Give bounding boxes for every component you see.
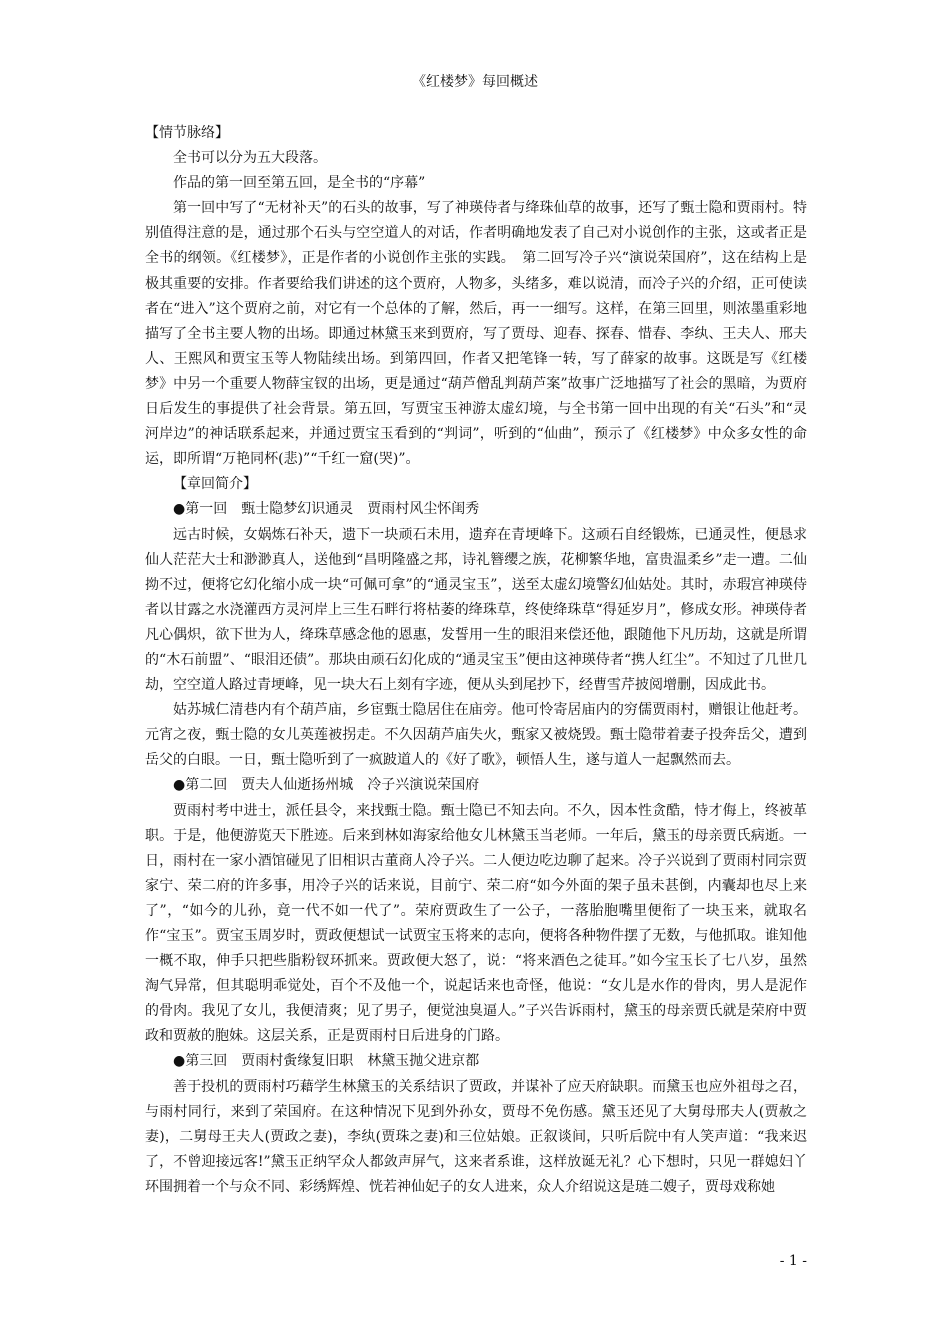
- paragraph: 贾雨村考中进士，派任县令，来找甄士隐。甄士隐已不知去向。不久，因本性贪酷，恃才侮上，终被革职。于是，他便游览天下胜迹。后来到林如海家给他女儿林黛玉当老师。一年后，黛玉的母亲贾氏病逝。一日，雨村在一家小酒馆碰见了旧相识古董商人冷子兴。二人便边吃边聊了起来。冷子兴说到了贾雨村同宗贾家宁、荣二府的许多事，用冷子兴的话来说，目前宁、荣二府“如今外面的架子虽未甚倒，内囊却也尽上来了”，“如今的儿孙，竟一代不如一代了”。荣府贾政生了一公子，一落胎胞嘴里便衔了一块玉来，就取名作“宝玉”。贾宝玉周岁时，贾政便想试一试贾宝玉将来的志向，便将各种物件摆了无数，与他抓取。谁知他一概不取，伸手只把些脂粉钗环抓来。贾政便大怒了，说：“将来酒色之徒耳。”如今宝玉长了七八岁，虽然淘气异常，但其聪明乖觉处，百个不及他一个，说起话来也奇怪，他说：“女儿是水作的骨肉，男人是泥作的骨肉。我见了女儿，我便清爽；见了男子，便觉浊臭逼人。”子兴告诉雨村，黛玉的母亲贾氏就是荣府中贾政和贾赦的胞妹。这层关系，正是贾雨村日后进身的门路。: [145, 802, 807, 1045]
- chapter-heading-3: ●第三回 贾雨村夤缘复旧职 林黛玉抛父进京都: [173, 1053, 480, 1070]
- paragraph: 远古时候，女娲炼石补天，遗下一块顽石未用，遗弃在青埂峰下。这顽石自经锻炼，已通灵性，便恳求仙人茫茫大士和渺渺真人，送他到“昌明隆盛之邦，诗礼簪缨之族，花柳繁华地，富贵温柔乡”走一遭。二仙拗不过，便将它幻化缩小成一块“可佩可拿”的“通灵宝玉”，送至太虚幻境警幻仙姑处。其时，赤瑕宫神瑛侍者以甘露之水浇灌西方灵河岸上三生石畔行将枯萎的绛珠草，终使绛珠草“得延岁月”，修成女形。神瑛侍者凡心偶炽，欲下世为人，绛珠草感念他的恩惠，发誓用一生的眼泪来偿还他，跟随他下凡历劫，这就是所谓的“木石前盟”、“眼泪还债”。那块由顽石幻化成的“通灵宝玉”便由这神瑛侍者“携人红尘”。不知过了几世几劫，空空道人路过青埂峰，见一块大石上刻有字迹，便从头到尾抄下，经曹雪芹披阅增删，因成此书。: [145, 526, 807, 694]
- document-body: [145, 121, 807, 1200]
- chapter-heading-1: ●第一回 甄士隐梦幻识通灵 贾雨村风尘怀闺秀: [173, 501, 480, 518]
- paragraph: 作品的第一回至第五回，是全书的“序幕”: [173, 175, 426, 192]
- paragraph: 全书可以分为五大段落。: [173, 150, 327, 167]
- section-heading-plot: 【情节脉络】: [145, 125, 229, 141]
- paragraph: 善于投机的贾雨村巧藉学生林黛玉的关系结识了贾政，并谋补了应天府缺职。而黛玉也应外祖母之召，与雨村同行，来到了荣国府。在这种情况下见到外孙女，贾母不免伤感。黛玉还见了大舅母邢夫人(贾赦之妻)，二舅母王夫人(贾政之妻)，李纨(贾珠之妻)和三位姑娘。正叙谈间，只听后院中有人笑声道：“我来迟了，不曾迎接远客!”黛玉正纳罕众人都敛声屏气，这来者系谁，这样放诞无礼？心下想时，只见一群媳妇丫环围拥着一个与众不同、彩绣辉煌、恍若神仙妃子的女人进来，众人介绍说这是琏二嫂子，贾母戏称她: [145, 1078, 807, 1195]
- paragraph: 第一回中写了“无材补天”的石头的故事，写了神瑛侍者与绛珠仙草的故事，还写了甄士隐和贾雨村。特别值得注意的是，通过那个石头与空空道人的对话，作者明确地发表了自己对小说创作的主张，这或者正是全书的纲领。《红楼梦》，正是作者的小说创作主张的实践。 第二回写冷子兴“演说荣国府”，这在结构上是极其重要的安排。作者要给我们讲述的这个贾府，人物多，头绪多，难以说清，而冷子兴的介绍，正可使读者在“进入”这个贾府之前，对它有一个总体的了解，然后，再一一细写。这样，在第三回里，则浓墨重彩地描写了全书主要人物的出场。即通过林黛玉来到贾府，写了贾母、迎春、探春、惜春、李纨、王夫人、邢夫人、王熙风和贾宝玉等人物陆续出场。到第四回，作者又把笔锋一转，写了薛家的故事。这既是写《红楼梦》中另一个重要人物薛宝钗的出场，更是通过“葫芦僧乱判葫芦案”故事广泛地描写了社会的黑暗，为贾府日后发生的事提供了社会背景。第五回，写贾宝玉神游太虚幻境，与全书第一回中出现的有关“石头”和“灵河岸边”的神话联系起来，并通过贾宝玉看到的“判词”，听到的“仙曲”，预示了《红楼梦》中众多女性的命运，即所谓“万艳同杯(悲)”“千红一窟(哭)”。: [145, 200, 807, 468]
- section-heading-chapters: 【章回简介】: [173, 476, 257, 493]
- document-title: 《红楼梦》每回概述: [412, 74, 538, 90]
- chapter-heading-2: ●第二回 贾夫人仙逝扬州城 冷子兴演说荣国府: [173, 777, 480, 794]
- page-number: - 1 -: [779, 1253, 807, 1269]
- paragraph: 姑苏城仁清巷内有个葫芦庙，乡宦甄士隐居住在庙旁。他可怜寄居庙内的穷儒贾雨村，赠银让他赶考。元宵之夜，甄士隐的女儿英莲被拐走。不久因葫芦庙失火，甄家又被烧毁。甄士隐带着妻子投奔岳父，遭到岳父的白眼。一日，甄士隐听到了一疯跛道人的《好了歌》，顿悟人生，遂与道人一起飘然而去。: [145, 702, 807, 769]
